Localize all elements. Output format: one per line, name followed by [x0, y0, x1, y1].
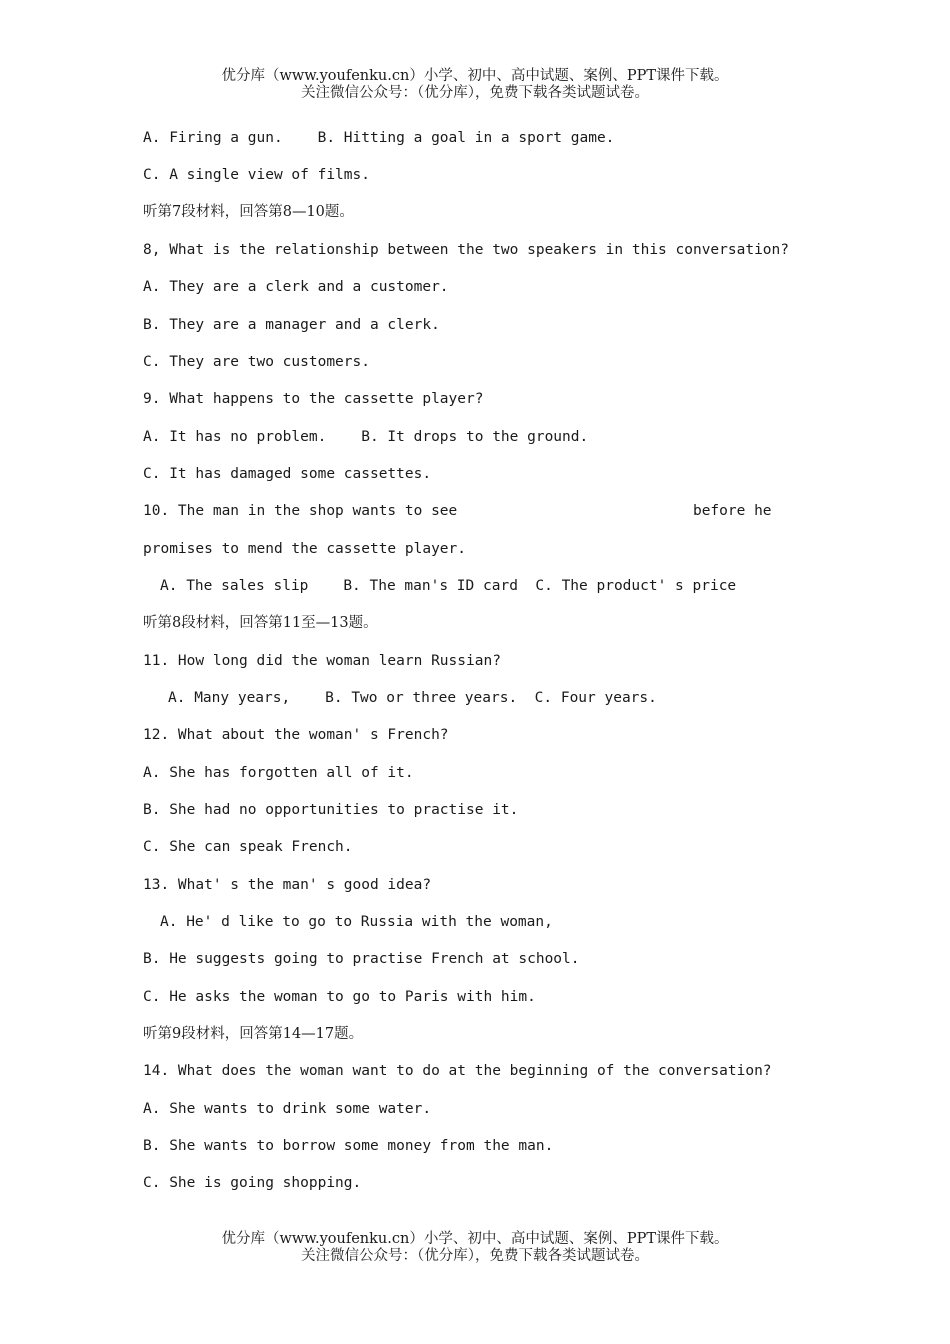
page-header	[0, 68, 950, 102]
question-line: 8, What is the relationship between the two speakers in this conversation?	[143, 242, 790, 258]
option-line: A. She wants to drink some water.	[143, 1101, 432, 1117]
option-line: A. They are a clerk and a customer.	[143, 279, 449, 295]
header-line-2: 关注微信公众号：（优分库），免费下载各类试题试卷。	[301, 85, 649, 101]
question-line: 10. The man in the shop wants to see before he	[143, 503, 772, 519]
option-line: C. She is going shopping.	[143, 1175, 362, 1191]
question-line: 13. What' s the man' s good idea?	[143, 877, 432, 893]
page-footer	[0, 1231, 950, 1265]
footer-line-2: 关注微信公众号：（优分库），免费下载各类试题试卷。	[301, 1248, 649, 1264]
option-line: A. It has no problem. B. It drops to the ground.	[143, 429, 589, 445]
option-line: C. It has damaged some cassettes.	[143, 466, 432, 482]
option-line: A. He' d like to go to Russia with the woman,	[160, 914, 553, 930]
option-line: C. She can speak French.	[143, 839, 353, 855]
section-heading: 听第8段材料，回答第11至—13题。	[143, 615, 378, 631]
option-line: C. They are two customers.	[143, 354, 370, 370]
option-line: B. She wants to borrow some money from the man.	[143, 1138, 554, 1154]
option-line: C. He asks the woman to go to Paris with him.	[143, 989, 536, 1005]
header-line-1: 优分库（www.youfenku.cn）小学、初中、高中试题、案例、PPT课件下载。	[221, 68, 729, 84]
question-line: 12. What about the woman' s French?	[143, 727, 449, 743]
option-line: B. He suggests going to practise French at school.	[143, 951, 580, 967]
section-heading: 听第9段材料，回答第14—17题。	[143, 1026, 364, 1042]
option-line: A. Many years, B. Two or three years. C. Four years.	[168, 690, 657, 706]
section-heading: 听第7段材料，回答第8—10题。	[143, 204, 354, 220]
option-line: A. She has forgotten all of it.	[143, 765, 414, 781]
question-line: 14. What does the woman want to do at the beginning of the conversation?	[143, 1063, 772, 1079]
option-line: A. The sales slip B. The man's ID card C. The product' s price	[160, 578, 737, 594]
question-line: 9. What happens to the cassette player?	[143, 391, 484, 407]
footer-line-1: 优分库（www.youfenku.cn）小学、初中、高中试题、案例、PPT课件下载。	[221, 1231, 729, 1247]
option-line: C. A single view of films.	[143, 167, 370, 183]
option-line: B. They are a manager and a clerk.	[143, 317, 440, 333]
question-line-continued: promises to mend the cassette player.	[143, 541, 467, 557]
question-line: 11. How long did the woman learn Russian?	[143, 653, 501, 669]
option-line: A. Firing a gun. B. Hitting a goal in a sport game.	[143, 130, 615, 146]
option-line: B. She had no opportunities to practise it.	[143, 802, 519, 818]
